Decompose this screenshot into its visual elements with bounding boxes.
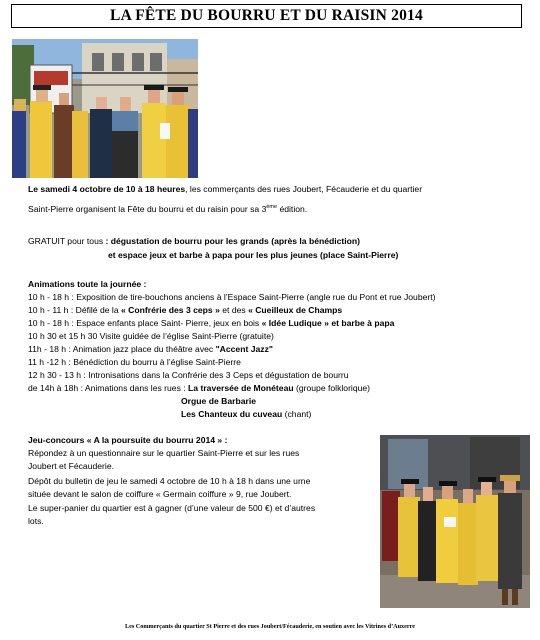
animation-item-10: Les Chanteux du cuveau (chant) [181,409,312,419]
jeu-line-3: Dépôt du bulletin de jeu le samedi 4 octobre de 10 h à 18 h dans une urne [28,476,311,486]
animation-item-6: 11 h -12 h : Bénédiction du bourru à l’église Saint-Pierre [28,357,241,367]
animation-item-7: 12 h 30 - 13 h : Intronisations dans la Confrérie des 3 Ceps et dégustation de bourru [28,370,349,380]
jeu-line-2: Joubert et Fécauderie. [28,461,114,471]
jeu-line-5: Le super-panier du quartier est à gagner (d’une valeur de 500 €) et d’autres [28,503,316,513]
footer-credits: Les Commerçants du quartier St Pierre et des rues Joubert/Fécauderie, en soutien avec les Vitrines d’Auxerre [124,623,416,630]
animation-item-2: 10 h - 11 h : Défilé de la « Confrérie des 3 ceps » et des « Cueilleux de Champs [28,305,343,315]
jeu-line-1: Répondez à un questionnaire sur le quartier Saint-Pierre et sur les rues [28,448,300,458]
intro-line-2: Saint-Pierre organisent la Fête du bourru et du raisin pour sa 3ème édition. [28,204,308,214]
intro-line-1: Le samedi 4 octobre de 10 à 18 heures, les commerçants des rues Joubert, Fécauderie et du quartier [28,184,423,194]
photo-confrerie-group [380,435,530,608]
animations-heading: Animations toute la journée : [28,279,147,289]
jeu-line-6: lots. [28,516,44,526]
animation-item-4: 10 h 30 et 15 h 30 Visite guidée de l’église Saint-Pierre (gratuite) [28,331,274,341]
animation-item-8: de 14h à 18h : Animations dans les rues : La traversée de Monéteau (groupe folklorique) [28,383,371,393]
animation-item-3: 10 h - 18 h : Espace enfants place Saint- Pierre, jeux en bois « Idée Ludique » et barbe à papa [28,318,395,328]
jeu-line-4: située devant le salon de coiffure « Germain coiffure » 9, rue Joubert. [28,489,292,499]
animation-item-1: 10 h - 18 h : Exposition de tire-bouchons anciens à l’Espace Saint-Pierre (angle rue du Pont et rue Joubert) [28,292,436,302]
gratuit-line-1: GRATUIT pour tous : dégustation de bourru pour les grands (après la bénédiction) [28,236,361,246]
page-title: LA FÊTE DU BOURRU ET DU RAISIN 2014 [11,4,522,28]
photo-confrerie-street [12,39,198,178]
animation-item-9: Orgue de Barbarie [181,396,256,406]
jeu-heading: Jeu-concours « A la poursuite du bourru 2014 » : [28,435,228,445]
animation-item-5: 11h - 18 h : Animation jazz place du théâtre avec "Accent Jazz" [28,344,273,354]
gratuit-line-2: et espace jeux et barbe à papa pour les plus jeunes (place Saint-Pierre) [108,250,399,260]
